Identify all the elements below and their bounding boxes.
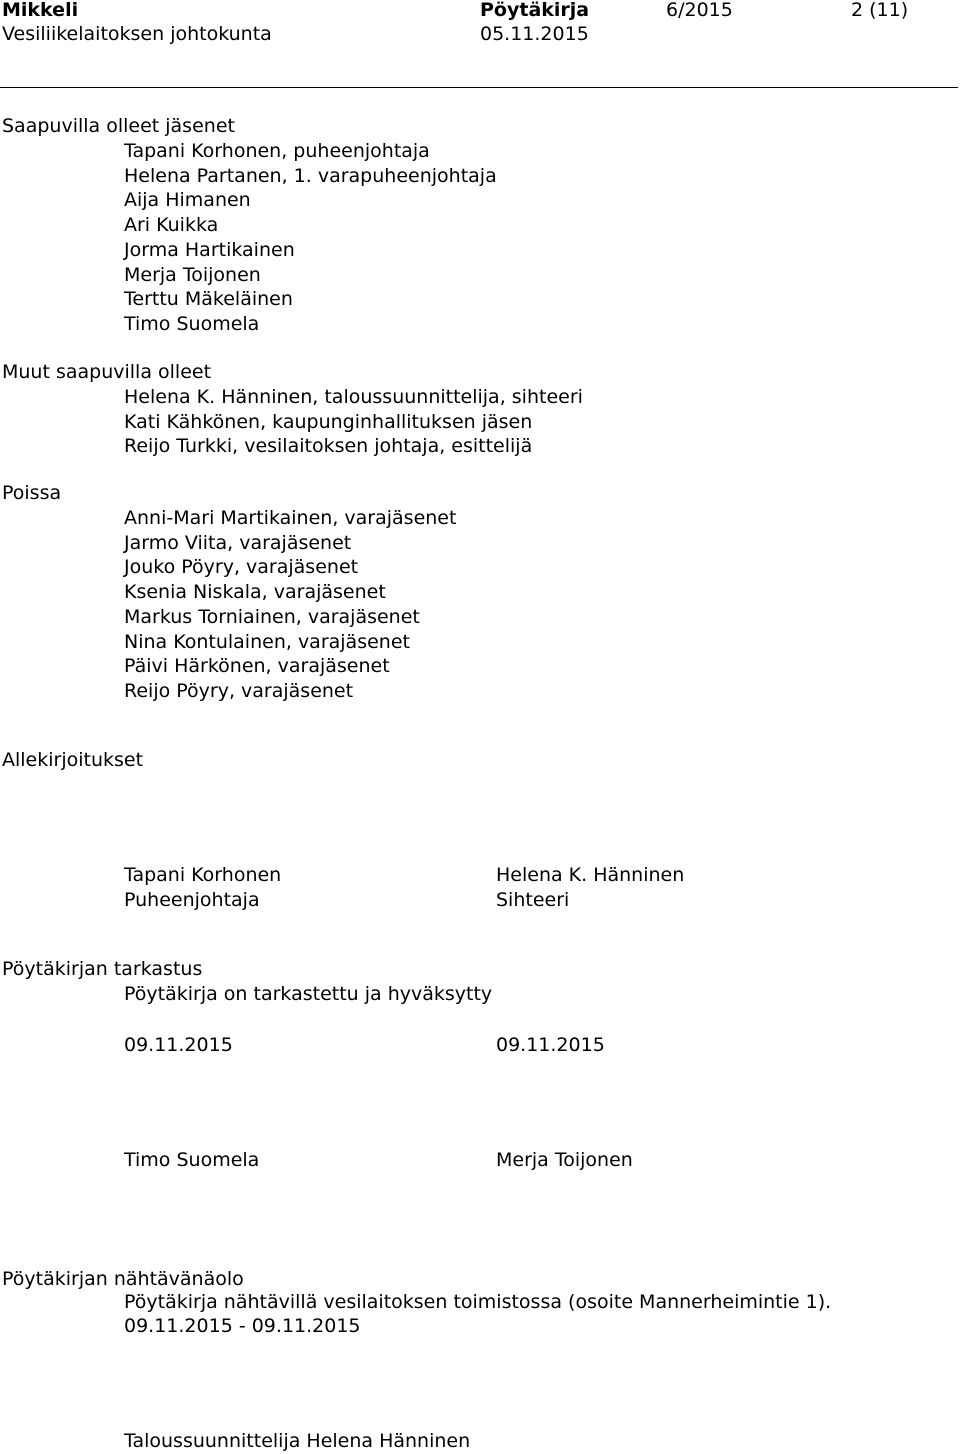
meeting-date: 05.11.2015 — [480, 23, 589, 45]
reviewer-right: Merja Toijonen — [496, 1149, 633, 1171]
reviewer-left: Timo Suomela — [124, 1149, 260, 1171]
list-item: Ari Kuikka — [124, 214, 219, 237]
list-item: Helena K. Hänninen, taloussuunnittelija, sihteeri — [124, 386, 583, 408]
list-item: Anni-Mari Martikainen, varajäsenet — [124, 507, 457, 529]
document-number: 6/2015 — [666, 0, 733, 21]
chair-name: Tapani Korhonen — [124, 864, 282, 886]
list-item: Tapani Korhonen, puheenjohtaja — [124, 140, 430, 162]
list-item: Timo Suomela — [124, 312, 260, 335]
review-statement: Pöytäkirja on tarkastettu ja hyväksytty — [124, 983, 493, 1005]
list-item: Markus Torniainen, varajäsenet — [124, 605, 420, 628]
review-heading: Pöytäkirjan tarkastus — [2, 958, 203, 980]
list-item: Terttu Mäkeläinen — [124, 288, 293, 311]
display-heading: Pöytäkirjan nähtävänäolo — [2, 1268, 244, 1290]
list-item: Jouko Pöyry, varajäsenet — [124, 556, 359, 579]
list-item: Jorma Hartikainen — [124, 238, 295, 261]
city-name: Mikkeli — [2, 0, 79, 21]
page-number: 2 (11) — [851, 0, 909, 21]
secretary-name: Helena K. Hänninen — [496, 864, 685, 886]
other-present-list — [124, 385, 583, 459]
list-item: Reijo Pöyry, varajäsenet — [124, 679, 354, 702]
list-item: Päivi Härkönen, varajäsenet — [124, 655, 390, 678]
list-item: Kati Kähkönen, kaupunginhallituksen jäsen — [124, 410, 533, 433]
list-item: Reijo Turkki, vesilaitoksen johtaja, esittelijä — [124, 435, 533, 458]
display-signer: Taloussuunnittelija Helena Hänninen — [124, 1430, 471, 1452]
signatures-heading: Allekirjoitukset — [2, 749, 144, 771]
list-item: Helena Partanen, 1. varapuheenjohtaja — [124, 164, 497, 187]
review-date-left: 09.11.2015 — [124, 1034, 233, 1056]
other-present-heading: Muut saapuvilla olleet — [2, 361, 212, 383]
absent-heading: Poissa — [2, 482, 62, 504]
display-period: 09.11.2015 - 09.11.2015 — [124, 1315, 361, 1337]
document-type: Pöytäkirja — [480, 0, 590, 21]
header-divider — [0, 87, 958, 88]
chair-role: Puheenjohtaja — [124, 889, 260, 911]
list-item: Merja Toijonen — [124, 263, 261, 286]
review-date-right: 09.11.2015 — [496, 1034, 605, 1056]
board-name: Vesiliikelaitoksen johtokunta — [2, 23, 272, 45]
display-statement: Pöytäkirja nähtävillä vesilaitoksen toimistossa (osoite Mannerheimintie 1). — [124, 1291, 832, 1313]
absent-list — [124, 506, 456, 704]
list-item: Aija Himanen — [124, 189, 251, 212]
list-item: Nina Kontulainen, varajäsenet — [124, 630, 410, 653]
list-item: Jarmo Viita, varajäsenet — [124, 531, 352, 554]
present-members-heading: Saapuvilla olleet jäsenet — [2, 115, 235, 137]
present-members-list — [124, 139, 497, 337]
list-item: Ksenia Niskala, varajäsenet — [124, 581, 386, 604]
secretary-role: Sihteeri — [496, 889, 570, 911]
